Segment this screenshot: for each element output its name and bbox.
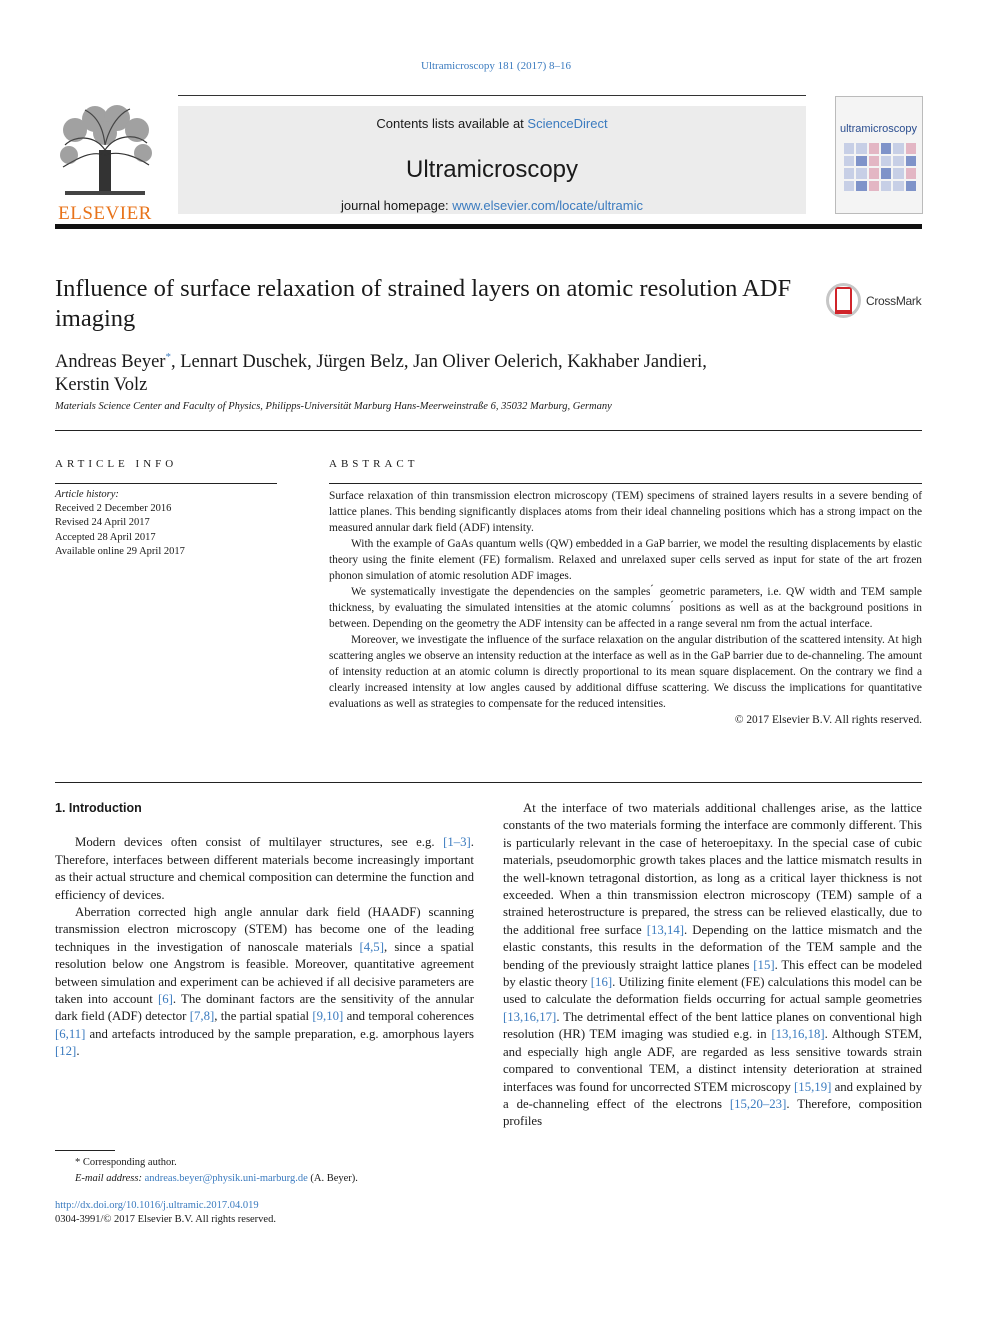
article-history: [55, 488, 277, 559]
journal-cover-thumbnail[interactable]: [835, 96, 923, 214]
issn-copyright: 0304-3991/© 2017 Elsevier B.V. All rights reserved.: [55, 1214, 276, 1225]
reference-link[interactable]: [12]: [55, 1044, 77, 1059]
journal-homepage-link[interactable]: www.elsevier.com/locate/ultramic: [452, 198, 644, 213]
crossmark-badge[interactable]: [826, 283, 926, 319]
abstract-copyright: © 2017 Elsevier B.V. All rights reserved.: [734, 714, 922, 726]
homepage-prefix: journal homepage:: [340, 198, 453, 213]
cover-title: ultramicroscopy: [840, 123, 918, 135]
divider: [55, 430, 922, 431]
author-email-link[interactable]: andreas.beyer@physik.uni-marburg.de: [144, 1172, 308, 1184]
contents-prefix: Contents lists available at: [376, 116, 528, 131]
homepage-line: [178, 198, 806, 213]
elsevier-wordmark: ELSEVIER: [58, 203, 152, 224]
reference-link[interactable]: [13,16,18]: [771, 1027, 825, 1042]
journal-banner: [178, 106, 806, 214]
reference-link[interactable]: [9,10]: [312, 1009, 344, 1024]
body-paragraph: Aberration corrected high angle annular dark field (HAADF) scanning transmission electron microscopy (STEM) has become one of the leading techniques in the investigation of nanoscale materials [4,5], since a spatial resolution below one Angstrom is feasible. Moreover, quantitative agreement between simulation and experiment can be achieved if all decisive parameters are taken into account [6]. The dominant factors are the sensitivity of the annular dark field (ADF) detector [7,8], the partial spatial [9,10] and temporal coherences [6,11] and artefacts introduced by the sample preparation, e.g. amorphous layers [12].: [55, 905, 474, 1059]
article-title: Influence of surface relaxation of strained layers on atomic resolution ADF imaging: [55, 275, 792, 332]
reference-link[interactable]: [16]: [590, 975, 613, 990]
affiliation: Materials Science Center and Faculty of Physics, Philipps-Universität Marburg Hans-Meerweinstraße 6, 35032 Marburg, Germany: [55, 401, 612, 412]
journal-header: [55, 95, 922, 231]
body-column-right: [503, 800, 922, 1131]
sciencedirect-link[interactable]: ScienceDirect: [527, 116, 608, 131]
corresponding-author-marker[interactable]: *: [165, 351, 171, 363]
divider: [329, 483, 922, 484]
body-column-left: [55, 800, 474, 1061]
crossmark-label: CrossMark: [866, 294, 922, 308]
corresponding-author-note: * Corresponding author.: [75, 1157, 177, 1168]
footnotes: [55, 1155, 474, 1186]
reference-link[interactable]: [1–3]: [443, 835, 471, 850]
contents-line: [178, 116, 806, 131]
author-list: [55, 346, 815, 397]
journal-name: Ultramicroscopy: [405, 156, 579, 183]
reference-link[interactable]: [15]: [753, 957, 775, 972]
abstract-paragraph: We systematically investigate the dependencies on the samples ́ geometric parameters, i.e. QW width and TEM sample thickness, by evaluating the simulated intensities at the atomic columns ́ positions as well as at the background positions in between. Depending on the geometry the ADF intensity can be affected in a range several nm from the actual interface.: [329, 586, 922, 630]
header-top-rule: [178, 95, 806, 96]
reference-link[interactable]: [6]: [157, 992, 173, 1007]
body-paragraph: At the interface of two materials additional challenges arise, as the lattice constants of the two materials forming the interface are commonly different. This is particularly relevant in the case of heteroepitaxy. In the special case of cubic materials, pseudomorphic growth takes places and the lattice mismatch results in the well-known tetragonal distortion, as long as a critical layer thickness is not exceeded. When a thin transmission electron microscopy (TEM) sample of a strained heterostructure is prepared, the stress can be relieved elastically, due to the additional free surface [13,14]. Depending on the lattice mismatch and the elastic constants, this results in the deformation of the TEM sample and the bending of the previously straight lattice planes [15]. This effect can be modeled by elastic theory [16]. Utilizing finite element (FE) calculations this model can be used to calculate the deformation fields occurring for actual sample geometries [13,16,17]. The detrimental effect of the bent lattice planes on conventional high resolution (HR) TEM imaging was studied e.g. in [13,16,18]. Although STEM, and especially high angle ADF, are regarded as less sensitive towards strain compared to conventional TEM, a distinct intensity deterioration at strained interfaces was found for uncorrected STEM microscopy [15,19] and explained by a de-channeling effect of the electrons [15,20–23]. Therefore, composition profiles: [503, 801, 922, 1129]
authors-line2: Kerstin Volz: [55, 375, 148, 396]
history-online: Available online 29 April 2017: [55, 545, 185, 557]
cover-image-grid: [844, 143, 916, 191]
footnote-divider: [55, 1150, 115, 1151]
elsevier-logo: [55, 105, 155, 225]
reference-link[interactable]: [13,14]: [646, 922, 685, 937]
doi-block: [55, 1199, 276, 1227]
body-paragraph: Modern devices often consist of multilayer structures, see e.g. [1–3]. Therefore, interfaces between different materials become increasingly important as their actual structure and chemical composition can determine the function and efficiency of devices.: [55, 835, 474, 902]
authors-rest: , Lennart Duschek, Jürgen Belz, Jan Oliver Oelerich, Kakhaber Jandieri,: [170, 352, 707, 373]
history-label: Article history:: [55, 489, 119, 500]
abstract-heading: ABSTRACT: [329, 458, 419, 470]
history-received: Received 2 December 2016: [55, 503, 172, 515]
reference-link[interactable]: [15,20–23]: [729, 1096, 787, 1111]
abstract-body: [329, 488, 922, 728]
elsevier-tree-icon: [55, 105, 155, 200]
reference-link[interactable]: [6,11]: [55, 1026, 86, 1041]
header-thick-rule: [55, 224, 922, 229]
abstract-paragraph: Moreover, we investigate the influence of the surface relaxation on the angular distribution of the scattered intensity. At high scattering angles we observe an intensity reduction at the interface as well as in the GaP barrier due to de-channeling. The amount of intensity reduction at an atomic column is directly proportional to its mean square displacement. On the contrary we find a clearly increased intensity at low angles caused by additional diffuse scattering. We discuss the implications for quantitative evaluations as well as strategies to compensate for the reduced intensities.: [329, 634, 922, 710]
divider: [55, 782, 922, 783]
reference-link[interactable]: [15,19]: [794, 1079, 832, 1094]
reference-link[interactable]: [7,8]: [189, 1009, 215, 1024]
section-heading: 1. Introduction: [55, 801, 142, 815]
history-revised: Revised 24 April 2017: [55, 517, 150, 529]
doi-link[interactable]: http://dx.doi.org/10.1016/j.ultramic.2017.04.019: [55, 1200, 259, 1211]
author-first[interactable]: Andreas Beyer: [55, 352, 166, 373]
reference-link[interactable]: [13,16,17]: [503, 1009, 557, 1024]
article-info-heading: ARTICLE INFO: [55, 458, 178, 470]
abstract-paragraph: With the example of GaAs quantum wells (QW) embedded in a GaP barrier, we model the resulting displacements by elastic theory using the finite element (FE) formalism. Relaxed and unrelaxed super cells served as input for state of the art frozen phonon simulation of atomic resolution ADF images.: [329, 538, 922, 582]
email-note: E-mail address: andreas.beyer@physik.uni-marburg.de (A. Beyer).: [75, 1172, 358, 1184]
history-accepted: Accepted 28 April 2017: [55, 531, 156, 543]
divider: [55, 483, 277, 484]
reference-link[interactable]: [4,5]: [359, 939, 384, 954]
abstract-paragraph: Surface relaxation of thin transmission electron microscopy (TEM) specimens of strained layers results in a severe bending of lattice planes. This bending significantly displaces atoms from their ideal channeling positions which has a strong impact on the measured annular dark field (ADF) intensity.: [329, 490, 922, 534]
footnote-star: *: [75, 1157, 81, 1168]
journal-citation[interactable]: Ultramicroscopy 181 (2017) 8–16: [421, 60, 571, 72]
